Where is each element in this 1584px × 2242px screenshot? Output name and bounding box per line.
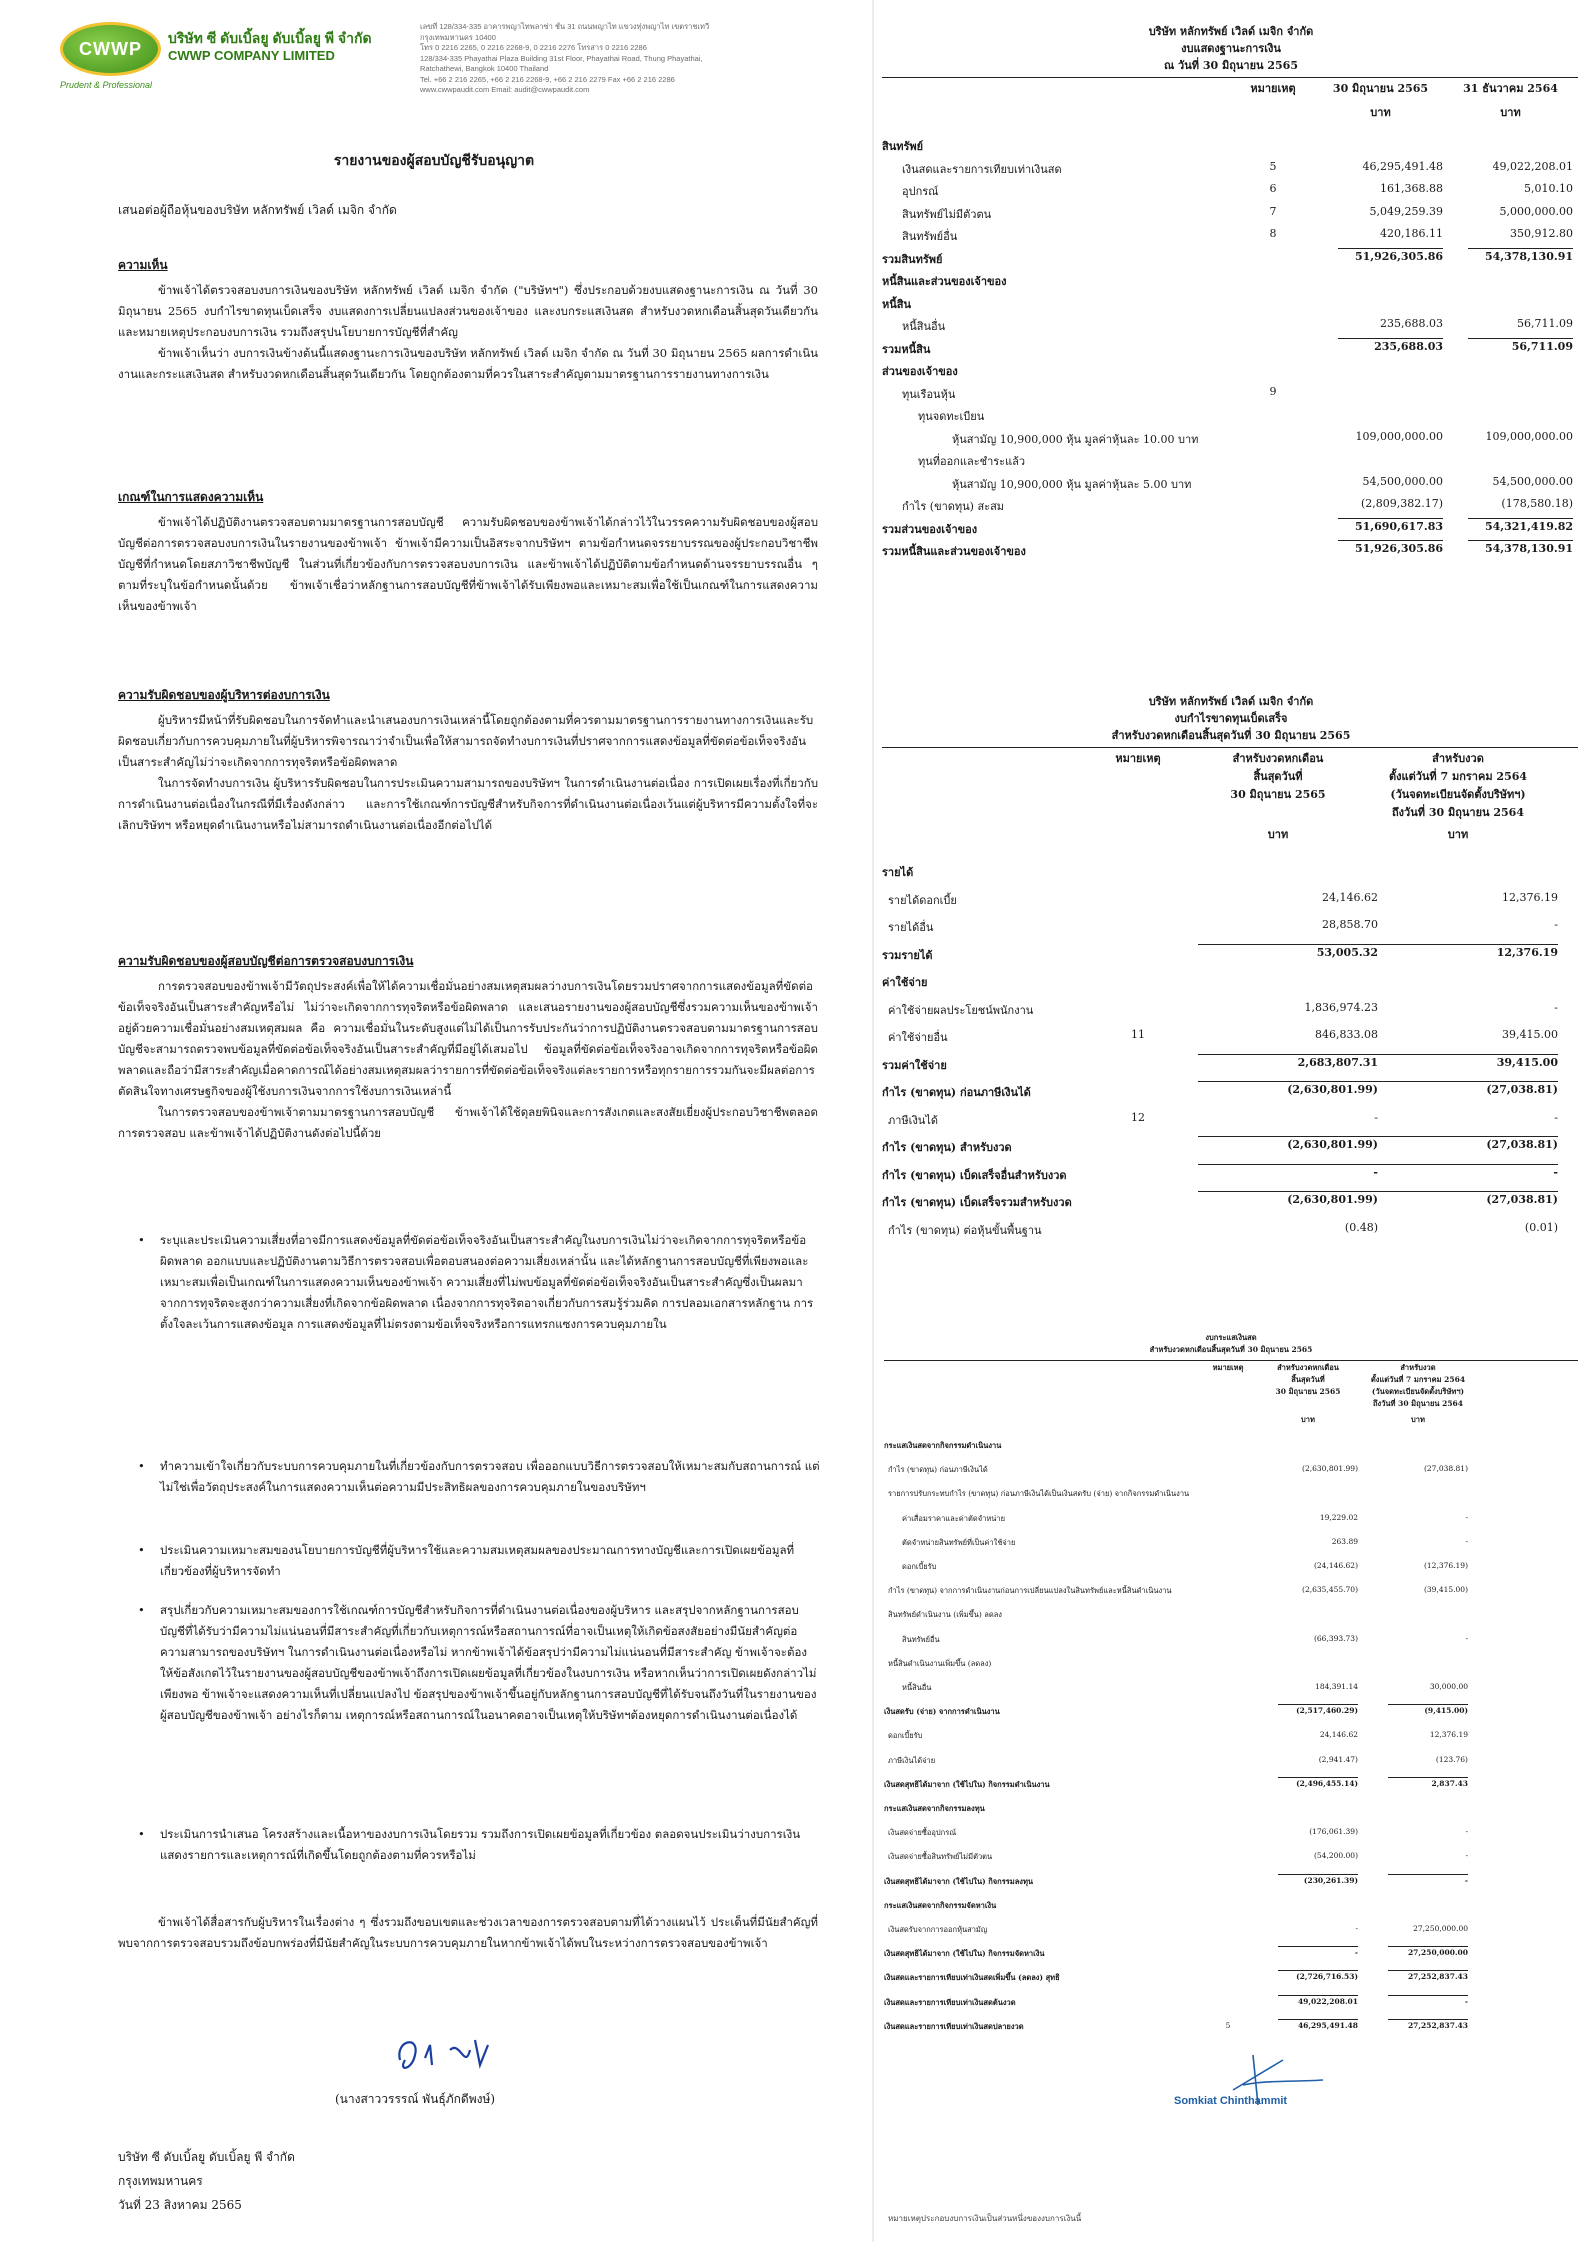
- row-value-current: (0.48): [1344, 1220, 1378, 1234]
- row-value-current: 235,688.03: [1380, 317, 1443, 330]
- row-label: เงินสดสุทธิได้มาจาก (ใช้ไปใน) กิจกรรมจัดหาเงิน: [884, 1949, 1045, 1959]
- financial-statements-page: [878, 0, 1584, 2242]
- page-divider: [872, 0, 874, 2242]
- total-rule: [1378, 1136, 1558, 1137]
- statement-period: สำหรับงวดหกเดือนสิ้นสุดวันที่ 30 มิถุนายน 2565: [1149, 1345, 1313, 1354]
- row-value-prior: (178,580.18): [1501, 497, 1573, 510]
- row-label: ทุนเรือนหุ้น: [902, 387, 956, 401]
- row-value-prior: -: [1465, 1827, 1468, 1837]
- row-label: กระแสเงินสดจากกิจกรรมจัดหาเงิน: [884, 1900, 997, 1910]
- row-value-prior: (9,415.00): [1424, 1706, 1468, 1716]
- header-rule: [882, 77, 1578, 78]
- statement-footnote: หมายเหตุประกอบงบการเงินเป็นส่วนหนึ่งของงบการเงินนี้: [888, 2214, 1082, 2223]
- row-label: กำไร (ขาดทุน) ต่อหุ้นขั้นพื้นฐาน: [888, 1223, 1042, 1237]
- row-value-current: 846,833.08: [1315, 1028, 1378, 1041]
- row-value-current: (2,630,801.99): [1287, 1193, 1378, 1206]
- row-label: หุ้นสามัญ 10,900,000 หุ้น มูลค่าหุ้นละ 10.00 บาท: [952, 432, 1199, 446]
- row-note: 12: [1131, 1110, 1145, 1124]
- bullet-icon: •: [138, 1233, 145, 1247]
- row-label: เงินสดและรายการเทียบเท่าเงินสดปลายงวด: [884, 2021, 1024, 2031]
- row-label: ค่าใช้จ่าย: [882, 976, 928, 989]
- row-label: สินทรัพย์: [882, 140, 924, 153]
- row-label: ภาษีเงินได้จ่าย: [888, 1755, 936, 1765]
- row-value-prior: 27,252,837.43: [1407, 1972, 1468, 1982]
- row-value-current: 54,500,000.00: [1362, 474, 1443, 488]
- col-b-header: ถึงวันที่ 30 มิถุนายน 2564: [1392, 806, 1524, 819]
- statement-company: บริษัท หลักทรัพย์ เวิลด์ เมจิก จำกัด: [1148, 25, 1314, 38]
- row-label: กำไร (ขาดทุน) ก่อนภาษีเงินได้: [882, 1086, 1031, 1099]
- row-value-prior: 5,010.10: [1524, 182, 1573, 195]
- row-label: กำไร (ขาดทุน) จากการดำเนินงานก่อนการเปลี่ยนแปลงในสินทรัพย์และหนี้สินดำเนินงาน: [888, 1586, 1172, 1596]
- procedure-bullet: [138, 1230, 820, 1335]
- col-b-header: ตั้งแต่วันที่ 7 มกราคม 2564: [1370, 1375, 1466, 1384]
- row-value-prior: (12,376.19): [1423, 1561, 1468, 1570]
- total-rule: [1388, 1995, 1468, 1996]
- col-note-header: หมายเหตุ: [1212, 1363, 1244, 1372]
- address-line: โทร 0 2216 2265, 0 2216 2268-9, 0 2216 2276 โทรสาร 0 2216 2286: [420, 43, 647, 52]
- basis-section: [118, 512, 818, 617]
- row-label: หนี้สินดำเนินงานเพิ่มขึ้น (ลดลง): [888, 1658, 992, 1668]
- unit-label: บาท: [1447, 828, 1469, 841]
- row-label: ทุนจดทะเบียน: [918, 410, 985, 423]
- row-label: หนี้สินและส่วนของเจ้าของ: [882, 275, 1007, 288]
- row-label: รวมหนี้สินและส่วนของเจ้าของ: [882, 545, 1026, 558]
- row-label: เงินสดและรายการเทียบเท่าเงินสดต้นงวด: [884, 1997, 1016, 2007]
- row-value-current: 1,836,974.23: [1304, 1000, 1378, 1014]
- total-rule: [1388, 2019, 1468, 2020]
- col-b-header: (วันจดทะเบียนจัดตั้งบริษัทฯ): [1390, 788, 1526, 801]
- row-value-prior: 5,000,000.00: [1499, 204, 1573, 218]
- statement-period: ณ วันที่ 30 มิถุนายน 2565: [1164, 59, 1298, 72]
- bullet-text: ประเมินความเหมาะสมของนโยบายการบัญชีที่ผู้บริหารใช้และความสมเหตุสมผลของประมาณการทางบัญชีและการเปิดเผยข้อมูลที่เกี่ยวข้องที่ผู้บริหารจัดทำ: [160, 1543, 795, 1578]
- report-title: รายงานของผู้สอบบัญชีรับอนุญาต: [333, 153, 535, 169]
- total-rule: [1378, 1191, 1558, 1192]
- row-value-prior: 56,711.09: [1511, 339, 1573, 353]
- row-label: ค่าเสื่อมราคาและค่าตัดจำหน่าย: [902, 1513, 1005, 1523]
- row-value-current: 19,229.02: [1319, 1512, 1358, 1522]
- audit-firm: บริษัท ซี ดับเบิ้ลยู ดับเบิ้ลยู พี จำกัด: [118, 2150, 295, 2164]
- report-date: วันที่ 23 สิงหาคม 2565: [118, 2198, 242, 2212]
- header-rule: [882, 747, 1578, 748]
- procedure-bullet: [138, 1540, 820, 1582]
- total-rule: [1198, 1054, 1378, 1055]
- row-value-current: 49,022,208.01: [1297, 1996, 1358, 2006]
- row-value-current: 51,926,305.86: [1354, 542, 1443, 555]
- row-value-prior: -: [1465, 1851, 1468, 1861]
- stamp-name: Somkiat Chinthammit: [1174, 2095, 1288, 2107]
- row-value-current: 53,005.32: [1316, 945, 1378, 959]
- total-rule: [1278, 1874, 1358, 1875]
- row-value-current: (2,517,460.29): [1296, 1706, 1358, 1716]
- row-label: เงินสดจ่ายซื้ออุปกรณ์: [888, 1828, 957, 1838]
- row-value-current: (176,061.39): [1309, 1827, 1358, 1837]
- total-rule: [1198, 1191, 1378, 1192]
- col-a-header: สิ้นสุดวันที่: [1291, 1375, 1325, 1384]
- total-rule: [1468, 518, 1573, 519]
- auditor-signature: [390, 2030, 500, 2080]
- row-value-current: (2,941.47): [1318, 1754, 1358, 1764]
- row-label: รายการปรับกระทบกำไร (ขาดทุน) ก่อนภาษีเงินได้เป็นเงินสดรับ (จ่าย) จากกิจกรรมดำเนินงาน: [888, 1489, 1190, 1499]
- row-value-current: 420,186.11: [1380, 227, 1443, 240]
- row-value-current: (66,393.73): [1313, 1633, 1358, 1643]
- row-label: สินทรัพย์อื่น: [902, 1634, 940, 1644]
- total-rule: [1278, 1970, 1358, 1971]
- row-value-prior: -: [1554, 918, 1558, 931]
- col-b-header: สำหรับงวด: [1400, 1363, 1436, 1372]
- col-a-header: สิ้นสุดวันที่: [1253, 770, 1303, 783]
- row-label: กำไร (ขาดทุน) เบ็ดเสร็จอื่นสำหรับงวด: [882, 1168, 1067, 1182]
- row-label: เงินสดสุทธิได้มาจาก (ใช้ไปใน) กิจกรรมดำเนินงาน: [884, 1779, 1050, 1789]
- row-label: เงินสดและรายการเทียบเท่าเงินสด: [902, 162, 1062, 176]
- bullet-icon: •: [138, 1459, 145, 1473]
- row-label: สินทรัพย์ไม่มีตัวตน: [902, 207, 992, 221]
- row-label: รวมหนี้สิน: [882, 342, 931, 356]
- total-rule: [1388, 1704, 1468, 1705]
- statement-title: งบกำไรขาดทุนเบ็ดเสร็จ: [1174, 712, 1288, 725]
- row-label: รายได้ดอกเบี้ย: [888, 893, 957, 907]
- col-a-header: 30 มิถุนายน 2565: [1230, 788, 1326, 801]
- management-paragraph: ผู้บริหารมีหน้าที่รับผิดชอบในการจัดทำและนำเสนองบการเงินเหล่านี้โดยถูกต้องตามที่ควรตามมาตรฐานการรายงานทางการเงินและรับผิดชอบเกี่ยวกับการควบคุมภายในที่ผู้บริหารพิจารณาว่าจำเป็นเพื่อให้สามารถจัดทำงบการเงินที่ปราศจากการแสดงข้อมูลที่ขัดต่อข้อเท็จจริงอันเป็นสาระสำคัญไม่ว่าจะเกิดจากการทุจริตหรือข้อผิดพลาด: [118, 713, 814, 769]
- unit-label: บาท: [1301, 1415, 1315, 1424]
- statement-period: สำหรับงวดหกเดือนสิ้นสุดวันที่ 30 มิถุนายน 2565: [1111, 729, 1351, 742]
- col-b-header: ถึงวันที่ 30 มิถุนายน 2564: [1373, 1399, 1463, 1408]
- row-value-current: (2,496,455.14): [1296, 1778, 1358, 1788]
- row-value-current: -: [1354, 1948, 1358, 1958]
- unit-label: บาท: [1267, 828, 1289, 841]
- row-value-prior: 27,250,000.00: [1407, 1948, 1468, 1958]
- row-value-current: 51,690,617.83: [1354, 519, 1443, 533]
- management-paragraph: ในการจัดทำงบการเงิน ผู้บริหารรับผิดชอบในการประเมินความสามารถของบริษัทฯ ในการดำเนินงานต่อเนื่อง การเปิดเผยเรื่องที่เกี่ยวกับการดำเนินงานต่อเนื่องในกรณีที่มีเรื่องดังกล่าว และการใช้เกณฑ์การบัญชีสำหรับกิจการที่ดำเนินงานต่อเนื่องเว้นแต่ผู้บริหารมีความตั้งใจที่จะเลิกบริษัทฯ หรือหยุดดำเนินงานหรือไม่สามารถดำเนินงานต่อเนื่องอีกต่อไปได้: [118, 776, 818, 832]
- unit-label: บาท: [1370, 106, 1391, 119]
- company-name-th: บริษัท ซี ดับเบิ้ลยู ดับเบิ้ลยู พี จำกัด: [168, 30, 372, 46]
- row-label: รวมค่าใช้จ่าย: [882, 1058, 947, 1072]
- row-label: ค่าใช้จ่ายอื่น: [888, 1031, 948, 1044]
- address-line: เลขที่ 128/334-335 อาคารพญาไทพลาซ่า ชั้น 31 ถนนพญาไท แขวงทุ่งพญาไท เขตราชเทวี: [420, 22, 710, 31]
- total-rule: [1198, 1136, 1378, 1137]
- report-addressee: เสนอต่อผู้ถือหุ้นของบริษัท หลักทรัพย์ เวิลด์ เมจิก จำกัด: [118, 203, 397, 217]
- row-value-prior: -: [1464, 1996, 1468, 2006]
- total-rule: [1388, 1946, 1468, 1947]
- row-value-current: 51,926,305.86: [1354, 249, 1443, 263]
- row-label: เงินสดจ่ายซื้อสินทรัพย์ไม่มีตัวตน: [888, 1852, 993, 1862]
- row-value-current: 24,146.62: [1319, 1730, 1358, 1740]
- row-value-prior: (27,038.81): [1423, 1464, 1468, 1474]
- row-label: ส่วนของเจ้าของ: [882, 365, 958, 378]
- row-label: อุปกรณ์: [902, 185, 939, 198]
- total-rule: [1468, 248, 1573, 249]
- logo-text: CWWP: [79, 38, 142, 59]
- col-a-header: สำหรับงวดหกเดือน: [1232, 752, 1324, 765]
- row-label: รายได้อื่น: [888, 921, 934, 934]
- row-label: หนี้สินอื่น: [902, 320, 946, 333]
- opinion-paragraph: ข้าพเจ้าได้ตรวจสอบงบการเงินของบริษัท หลักทรัพย์ เวิลด์ เมจิก จำกัด ("บริษัทฯ") ซึ่งประกอบด้วยงบแสดงฐานะการเงิน ณ วันที่ 30 มิถุนายน 2565 งบกำไรขาดทุนเบ็ดเสร็จ งบแสดงการเปลี่ยนแปลงส่วนของเจ้าของ และงบกระแสเงินสด สำหรับงวดหกเดือนสิ้นสุดวันเดียวกัน และหมายเหตุประกอบงบการเงิน รวมถึงสรุปนโยบายการบัญชีที่สำคัญ: [118, 283, 818, 339]
- row-value-prior: 350,912.80: [1510, 227, 1573, 240]
- row-value-current: (2,726,716.53): [1296, 1972, 1358, 1982]
- row-label: ค่าใช้จ่ายผลประโยชน์พนักงาน: [888, 1003, 1034, 1017]
- row-value-current: 5,049,259.39: [1369, 204, 1443, 218]
- row-label: รวมรายได้: [882, 948, 933, 962]
- row-value-prior: 39,415.00: [1496, 1055, 1558, 1069]
- total-rule: [1278, 1946, 1358, 1947]
- total-rule: [1278, 1995, 1358, 1996]
- row-value-current: (230,261.39): [1303, 1875, 1358, 1885]
- row-value-current: 263.89: [1331, 1536, 1358, 1546]
- row-value-prior: 30,000.00: [1429, 1682, 1468, 1691]
- row-value-current: (24,146.62): [1313, 1561, 1358, 1570]
- row-value-current: (2,630,801.99): [1287, 1138, 1378, 1151]
- row-value-current: 28,858.70: [1322, 918, 1378, 931]
- total-rule: [1388, 1874, 1468, 1875]
- total-rule: [1378, 944, 1558, 945]
- row-label: รวมส่วนของเจ้าของ: [882, 522, 978, 536]
- row-label: กำไร (ขาดทุน) สะสม: [902, 500, 1005, 513]
- statement-title: งบแสดงฐานะการเงิน: [1181, 42, 1281, 55]
- col-b-header: ตั้งแต่วันที่ 7 มกราคม 2564: [1388, 770, 1528, 783]
- row-label: หนี้สินอื่น: [902, 1683, 932, 1692]
- total-rule: [1388, 1970, 1468, 1971]
- row-note: 5: [1225, 2020, 1231, 2030]
- row-value-prior: (27,038.81): [1486, 1138, 1558, 1151]
- closing-section: [118, 1912, 818, 1954]
- row-value-current: 109,000,000.00: [1355, 429, 1443, 443]
- row-note: 9: [1269, 384, 1277, 398]
- procedure-bullet: [138, 1600, 820, 1726]
- row-value-current: 46,295,491.48: [1297, 2020, 1358, 2030]
- row-label: เงินสดรับจากการออกหุ้นสามัญ: [888, 1925, 988, 1934]
- row-value-prior: 27,250,000.00: [1413, 1924, 1468, 1933]
- row-value-prior: -: [1553, 1165, 1558, 1179]
- statement-company: บริษัท หลักทรัพย์ เวิลด์ เมจิก จำกัด: [1148, 695, 1314, 708]
- total-rule: [1388, 1777, 1468, 1778]
- row-value-prior: 2,837.43: [1431, 1778, 1468, 1788]
- bullet-icon: •: [138, 1827, 145, 1841]
- row-value-prior: -: [1465, 1536, 1468, 1546]
- row-label: กระแสเงินสดจากกิจกรรมดำเนินงาน: [884, 1441, 1002, 1450]
- auditor-paragraph: การตรวจสอบของข้าพเจ้ามีวัตถุประสงค์เพื่อให้ได้ความเชื่อมั่นอย่างสมเหตุสมผลว่างบการเงินโดยรวมปราศจากการแสดงข้อมูลที่ขัดต่อข้อเท็จจริงอันเป็นสาระสำคัญหรือไม่ ไม่ว่าจะเกิดจากการทุจริตหรือข้อผิดพลาด และเสนอรายงานของผู้สอบบัญชีซึ่งรวมความเห็นของข้าพเจ้าอยู่ด้วยความเชื่อมั่นอย่างสมเหตุสมผล คือ ความเชื่อมั่นในระดับสูงแต่ไม่ได้เป็นการรับประกันว่าการปฏิบัติงานตรวจสอบตามมาตรฐานการสอบบัญชีจะสามารถตรวจพบข้อมูลที่ขัดต่อข้อเท็จจริงอันเป็นสาระสำคัญที่มีอยู่ได้เสมอไป ข้อมูลที่ขัดต่อข้อเท็จจริงอาจเกิดจากการทุจริตหรือข้อผิดพลาดและถือว่ามีสาระสำคัญเมื่อคาดการณ์ได้อย่างสมเหตุสมผลว่ารายการที่ขัดต่อข้อเท็จจริงแต่ละรายการหรือทุกรายการรวมกันจะมีผลต่อการตัดสินใจทางเศรษฐกิจของผู้ใช้งบการเงินจากการใช้งบการเงินเหล่านี้: [118, 979, 818, 1098]
- statement-title: งบกระแสเงินสด: [1205, 1333, 1257, 1342]
- row-value-current: (2,635,455.70): [1302, 1585, 1358, 1595]
- row-label: กำไร (ขาดทุน) ก่อนภาษีเงินได้: [888, 1465, 988, 1475]
- auditor-section: [118, 976, 818, 1144]
- total-rule: [1278, 1777, 1358, 1778]
- row-value-prior: 54,500,000.00: [1492, 474, 1573, 488]
- col-a-header: 30 มิถุนายน 2565: [1332, 82, 1429, 95]
- row-value-current: 46,295,491.48: [1362, 159, 1443, 173]
- total-rule: [1378, 1054, 1558, 1055]
- row-value-current: (2,630,801.99): [1302, 1464, 1358, 1474]
- header-rule: [884, 1360, 1578, 1361]
- address-line: www.cwwpaudit.com Email: audit@cwwpaudit.com: [420, 85, 590, 94]
- row-label: สินทรัพย์ดำเนินงาน (เพิ่มขึ้น) ลดลง: [888, 1610, 1002, 1620]
- address-line: 128/334-335 Phayathai Plaza Building 31st Floor, Phayathai Road, Thung Phayathai,: [420, 53, 703, 63]
- row-value-current: (54,200.00): [1313, 1851, 1358, 1861]
- cwwp-logo: [60, 22, 161, 76]
- row-value-prior: 12,376.19: [1502, 890, 1558, 904]
- row-value-current: 2,683,807.31: [1297, 1055, 1378, 1069]
- company-address: [420, 22, 830, 96]
- row-value-prior: 12,376.19: [1496, 945, 1558, 959]
- address-line: Ratchathewi, Bangkok 10400 Thailand: [420, 64, 549, 73]
- row-note: 7: [1269, 204, 1277, 218]
- closing-paragraph: ข้าพเจ้าได้สื่อสารกับผู้บริหารในเรื่องต่าง ๆ ซึ่งรวมถึงขอบเขตและช่วงเวลาของการตรวจสอบตามที่ได้วางแผนไว้ ประเด็นที่มีนัยสำคัญที่พบจากการตรวจสอบรวมถึงข้อบกพร่องที่มีนัยสำคัญในระบบการควบคุมภายในหากข้าพเจ้าได้พบในระหว่างการตรวจสอบของข้าพเจ้า: [118, 1915, 818, 1950]
- row-label: ดอกเบี้ยรับ: [902, 1562, 937, 1571]
- address-line: Tel. +66 2 216 2265, +66 2 216 2268-9, +66 2 216 2279 Fax +66 2 216 2286: [420, 74, 675, 84]
- row-value-current: 24,146.62: [1322, 890, 1378, 904]
- row-value-prior: (0.01): [1524, 1220, 1558, 1234]
- row-label: รายได้: [882, 866, 914, 879]
- total-rule: [1278, 1704, 1358, 1705]
- total-rule: [1198, 944, 1378, 945]
- row-value-current: -: [1355, 1924, 1358, 1933]
- col-b-header: 31 ธันวาคม 2564: [1463, 82, 1558, 95]
- row-value-prior: -: [1465, 1633, 1468, 1643]
- total-rule: [1278, 2019, 1358, 2020]
- bullet-text: ทำความเข้าใจเกี่ยวกับระบบการควบคุมภายในที่เกี่ยวข้องกับการตรวจสอบ เพื่อออกแบบวิธีการตรวจสอบให้เหมาะสมกับสถานการณ์ แต่ไม่ใช่เพื่อวัตถุประสงค์ในการแสดงความเห็นต่อความมีประสิทธิผลของการควบคุมภายในของบริษัทฯ: [160, 1459, 820, 1494]
- row-label: หนี้สิน: [882, 297, 912, 311]
- row-label: ตัดจำหน่ายสินทรัพย์ที่เป็นค่าใช้จ่าย: [902, 1537, 1016, 1547]
- opinion-paragraph: ข้าพเจ้าเห็นว่า งบการเงินข้างต้นนี้แสดงฐานะการเงินของบริษัท หลักทรัพย์ เวิลด์ เมจิก จำกัด ณ วันที่ 30 มิถุนายน 2565 ผลการดำเนินงานและกระแสเงินสด สำหรับงวดหกเดือนสิ้นสุดวันเดียวกัน โดยถูกต้องตามที่ควรในสาระสำคัญตามมาตรฐานการรายงานทางการเงิน: [118, 346, 818, 381]
- basis-heading: เกณฑ์ในการแสดงความเห็น: [118, 490, 264, 504]
- report-city: กรุงเทพมหานคร: [118, 2174, 203, 2188]
- row-note: 6: [1269, 182, 1277, 195]
- bullet-icon: •: [138, 1543, 145, 1557]
- total-rule: [1338, 338, 1443, 339]
- bullet-icon: •: [138, 1603, 145, 1617]
- total-rule: [1338, 518, 1443, 519]
- row-value-prior: -: [1465, 1512, 1468, 1522]
- row-value-prior: 27,252,837.43: [1407, 2020, 1468, 2030]
- row-label: เงินสดรับ (จ่าย) จากการดำเนินงาน: [884, 1707, 1000, 1717]
- row-label: หุ้นสามัญ 10,900,000 หุ้น มูลค่าหุ้นละ 5.00 บาท: [952, 477, 1192, 491]
- row-note: 11: [1131, 1028, 1145, 1041]
- row-value-prior: 109,000,000.00: [1485, 429, 1573, 443]
- total-rule: [1198, 1164, 1378, 1165]
- management-section: [118, 710, 818, 836]
- total-rule: [1378, 1081, 1558, 1082]
- auditor-paragraph: ในการตรวจสอบของข้าพเจ้าตามมาตรฐานการสอบบัญชี ข้าพเจ้าได้ใช้ดุลยพินิจและการสังเกตและสงสัยเยี่ยงผู้ประกอบวิชาชีพตลอดการตรวจสอบ และข้าพเจ้าได้ปฏิบัติงานดังต่อไปนี้ด้วย: [118, 1105, 818, 1140]
- row-label: เงินสดสุทธิได้มาจาก (ใช้ไปใน) กิจกรรมลงทุน: [884, 1876, 1034, 1886]
- row-value-prior: (123.76): [1435, 1754, 1468, 1764]
- row-value-current: -: [1374, 1110, 1378, 1124]
- row-value-prior: (39,415.00): [1423, 1585, 1468, 1595]
- row-note: 5: [1269, 159, 1277, 173]
- bullet-text: ประเมินการนำเสนอ โครงสร้างและเนื้อหาของงบการเงินโดยรวม รวมถึงการเปิดเผยข้อมูลที่เกี่ยวข้อง ตลอดจนประเมินว่างบการเงินแสดงรายการและเหตุการณ์ที่เกิดขึ้นโดยถูกต้องตามที่ควรหรือไม่: [160, 1827, 801, 1862]
- total-rule: [1198, 1081, 1378, 1082]
- row-label: ทุนที่ออกและชำระแล้ว: [918, 455, 1026, 468]
- basis-paragraph: ข้าพเจ้าได้ปฏิบัติงานตรวจสอบตามมาตรฐานการสอบบัญชี ความรับผิดชอบของข้าพเจ้าได้กล่าวไว้ในวรรคความรับผิดชอบของผู้สอบบัญชีต่อการตรวจสอบงบการเงินในรายงานของข้าพเจ้า ข้าพเจ้ามีความเป็นอิสระจากบริษัทฯ ตามข้อกำหนดจรรยาบรรณของผู้ประกอบวิชาชีพบัญชีที่กำหนดโดยสภาวิชาชีพบัญชี ในส่วนที่เกี่ยวข้องกับการตรวจสอบงบการเงิน และข้าพเจ้าได้ปฏิบัติตามข้อกำหนดด้านจรรยาบรรณอื่น ๆ ตามที่ระบุในข้อกำหนดนั้นด้วย ข้าพเจ้าเชื่อว่าหลักฐานการสอบบัญชีที่ข้าพเจ้าได้รับเพียงพอและเหมาะสมเพื่อใช้เป็นเกณฑ์ในการแสดงความเห็นของข้าพเจ้า: [118, 515, 818, 613]
- col-b-header: สำหรับงวด: [1432, 752, 1484, 765]
- total-rule: [1378, 1164, 1558, 1165]
- row-value-prior: -: [1464, 1875, 1468, 1885]
- col-note-header: หมายเหตุ: [1115, 752, 1161, 765]
- opinion-heading: ความเห็น: [118, 258, 168, 272]
- row-value-prior: 56,711.09: [1517, 317, 1573, 330]
- row-value-prior: -: [1554, 1000, 1558, 1014]
- col-a-header: 30 มิถุนายน 2565: [1275, 1387, 1341, 1396]
- row-value-current: -: [1373, 1165, 1378, 1179]
- row-value-current: 235,688.03: [1374, 339, 1443, 353]
- auditor-heading: ความรับผิดชอบของผู้สอบบัญชีต่อการตรวจสอบงบการเงิน: [118, 954, 414, 968]
- row-label: กำไร (ขาดทุน) เบ็ดเสร็จรวมสำหรับงวด: [882, 1196, 1072, 1209]
- row-value-prior: 54,321,419.82: [1484, 519, 1573, 533]
- row-label: สินทรัพย์อื่น: [902, 230, 958, 243]
- row-value-prior: (27,038.81): [1486, 1193, 1558, 1206]
- total-rule: [1468, 540, 1573, 541]
- unit-label: บาท: [1500, 106, 1521, 119]
- management-heading: ความรับผิดชอบของผู้บริหารต่องบการเงิน: [118, 688, 330, 702]
- row-value-current: (2,809,382.17): [1360, 497, 1443, 510]
- row-value-prior: -: [1554, 1110, 1558, 1124]
- row-label: เงินสดและรายการเทียบเท่าเงินสดเพิ่มขึ้น (ลดลง) สุทธิ: [884, 1973, 1060, 1983]
- total-rule: [1338, 540, 1443, 541]
- row-label: ดอกเบี้ยรับ: [888, 1731, 923, 1741]
- row-label: กำไร (ขาดทุน) สำหรับงวด: [882, 1141, 1012, 1154]
- row-value-prior: 54,378,130.91: [1484, 249, 1573, 263]
- row-value-prior: (27,038.81): [1486, 1083, 1558, 1096]
- row-value-current: 161,368.88: [1380, 182, 1443, 195]
- row-value-prior: 12,376.19: [1429, 1730, 1468, 1740]
- col-b-header: (วันจดทะเบียนจัดตั้งบริษัทฯ): [1371, 1387, 1465, 1396]
- col-note-header: หมายเหตุ: [1250, 82, 1296, 95]
- row-value-prior: 54,378,130.91: [1484, 542, 1573, 555]
- procedure-bullet: [138, 1824, 820, 1866]
- total-rule: [1468, 338, 1573, 339]
- row-value-prior: 49,022,208.01: [1492, 159, 1573, 173]
- opinion-section: [118, 280, 818, 385]
- unit-label: บาท: [1411, 1415, 1425, 1424]
- row-label: กระแสเงินสดจากกิจกรรมลงทุน: [884, 1804, 985, 1813]
- row-label: รวมสินทรัพย์: [882, 252, 943, 266]
- total-rule: [1338, 248, 1443, 249]
- procedure-bullet: [138, 1456, 820, 1498]
- row-value-current: 184,391.14: [1315, 1682, 1358, 1691]
- company-name-en: CWWP COMPANY LIMITED: [168, 48, 335, 63]
- address-line: กรุงเทพมหานคร 10400: [420, 32, 496, 42]
- auditor-name: (นางสาววรรรณ์ พันธุ์ภักดีพงษ์): [335, 2092, 496, 2106]
- bullet-text: ระบุและประเมินความเสี่ยงที่อาจมีการแสดงข้อมูลที่ขัดต่อข้อเท็จจริงอันเป็นสาระสำคัญในงบการเงินไม่ว่าจะเกิดจากการทุจริตหรือข้อผิดพลาด ออกแบบและปฏิบัติงานตามวิธีการตรวจสอบเพื่อตอบสนองต่อความเสี่ยงเหล่านั้น และได้หลักฐานการสอบบัญชีที่เพียงพอและเหมาะสมเพื่อเป็นเกณฑ์ในการแสดงความเห็นของข้าพเจ้า ความเสี่ยงที่ไม่พบข้อมูลที่ขัดต่อข้อเท็จจริงอันเป็นสาระสำคัญซึ่งเป็นผลมาจากการทุจริตจะสูงกว่าความเสี่ยงที่เกิดจากข้อผิดพลาด เนื่องจากการทุจริตอาจเกี่ยวกับการสมรู้ร่วมคิด การปลอมเอกสารหลักฐาน การตั้งใจละเว้นการแสดงข้อมูล การแสดงข้อมูลที่ไม่ตรงตามข้อเท็จจริงหรือการแทรกแซงการควบคุมภายใน: [160, 1233, 814, 1331]
- col-a-header: สำหรับงวดหกเดือน: [1277, 1363, 1339, 1372]
- row-label: ภาษีเงินได้: [888, 1113, 939, 1127]
- row-note: 8: [1269, 227, 1277, 240]
- bullet-text: สรุปเกี่ยวกับความเหมาะสมของการใช้เกณฑ์การบัญชีสำหรับกิจการที่ดำเนินงานต่อเนื่องของผู้บริหาร และสรุปจากหลักฐานการสอบบัญชีที่ได้รับว่ามีความไม่แน่นอนที่มีสาระสำคัญที่เกี่ยวกับเหตุการณ์หรือสถานการณ์ที่อาจเป็นเหตุให้เกิดข้อสงสัยอย่างมีนัยสำคัญต่อความสามารถของบริษัทฯ ในการดำเนินงานต่อเนื่องหรือไม่ หากข้าพเจ้าได้ข้อสรุปว่ามีความไม่แน่นอนที่มีสาระสำคัญ ข้าพเจ้าจะต้องให้ข้อสังเกตไว้ในรายงานของผู้สอบบัญชีของข้าพเจ้าถึงการเปิดเผยข้อมูลที่เกี่ยวข้องในงบการเงิน หรือหากเห็นว่าการเปิดเผยดังกล่าวไม่เพียงพอ ข้าพเจ้าจะแสดงความเห็นที่เปลี่ยนแปลงไป ข้อสรุปของข้าพเจ้าขึ้นอยู่กับหลักฐานการสอบบัญชีที่ได้รับจนถึงวันที่ในรายงานของผู้สอบบัญชีของข้าพเจ้า อย่างไรก็ตาม เหตุการณ์หรือสถานการณ์ในอนาคตอาจเป็นเหตุให้บริษัทฯต้องหยุดการดำเนินงานต่อเนื่องได้: [160, 1603, 817, 1722]
- row-value-current: (2,630,801.99): [1287, 1083, 1378, 1096]
- logo-motto: Prudent & Professional: [60, 80, 153, 90]
- row-value-prior: 39,415.00: [1502, 1028, 1558, 1041]
